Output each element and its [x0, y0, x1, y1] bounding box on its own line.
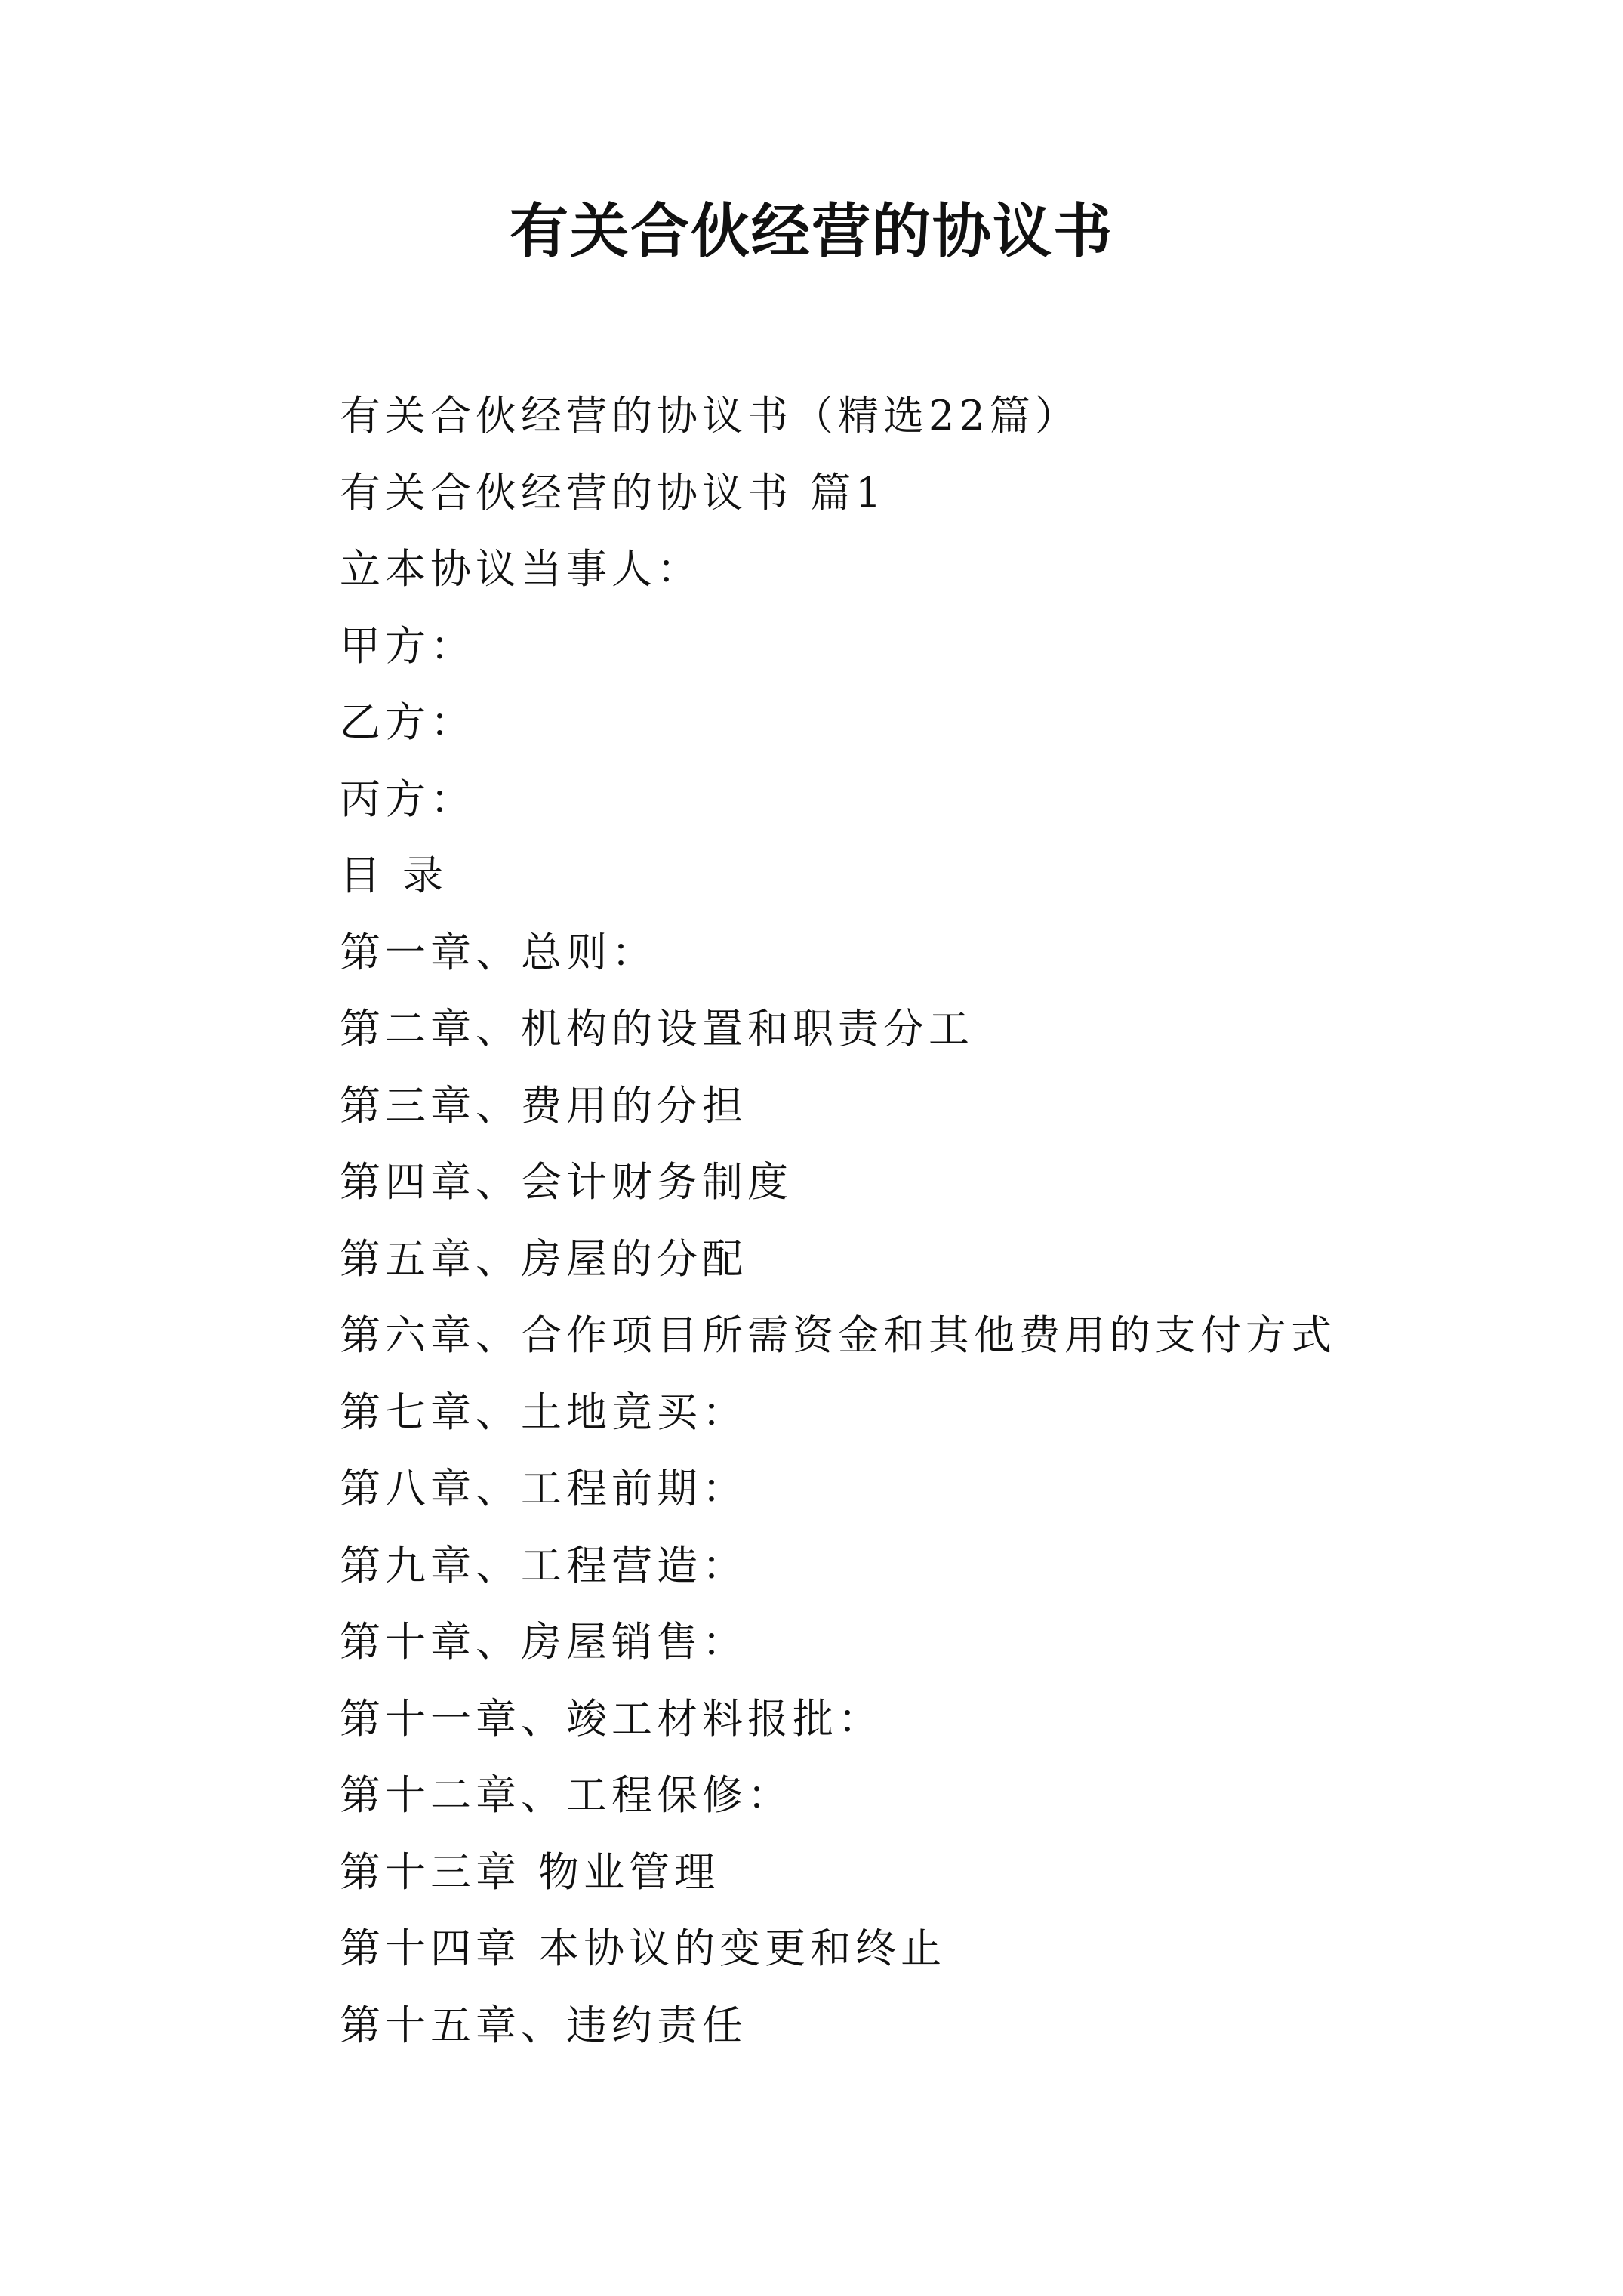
toc-item: 第八章、工程前期： — [340, 1465, 747, 1512]
toc-item: 第一章、总则： — [340, 928, 657, 976]
toc-item: 第四章、会计财务制度 — [340, 1158, 793, 1206]
party-b-label: 乙方： — [340, 698, 476, 746]
toc-item: 第十章、房屋销售： — [340, 1618, 747, 1666]
toc-heading: 目 录 — [340, 852, 448, 899]
toc-item: 第十一章、竣工材料报批： — [340, 1694, 883, 1743]
party-a-label: 甲方： — [340, 621, 476, 670]
toc-item: 第十四章 本协议的变更和终止 — [340, 1925, 947, 1972]
party-c-label: 丙方： — [340, 775, 476, 823]
toc-item: 第十三章 物业管理 — [340, 1848, 720, 1896]
toc-item: 第二章、机构的设置和职责分工 — [340, 1005, 974, 1052]
toc-item: 第七章、土地竟买： — [340, 1388, 747, 1436]
toc-item: 第十二章、工程保修： — [340, 1771, 793, 1819]
toc-item: 第六章、合作项目所需资金和其他费用的支付方式 — [340, 1311, 1336, 1359]
document-title: 有关合伙经营的协议书 — [509, 197, 1113, 266]
toc-item: 第五章、房屋的分配 — [340, 1234, 747, 1283]
toc-item: 第十五章、违约责任 — [340, 2001, 747, 2049]
toc-item: 第三章、费用的分担 — [340, 1081, 747, 1130]
subtitle-line: 有关合伙经营的协议书（精选22篇） — [340, 392, 1080, 439]
parties-intro: 立本协议当事人： — [340, 545, 702, 593]
toc-item: 第九章、工程营造： — [340, 1541, 747, 1589]
document-body — [340, 378, 1548, 2063]
section-heading: 有关合伙经营的协议书 篇1 — [340, 468, 886, 516]
